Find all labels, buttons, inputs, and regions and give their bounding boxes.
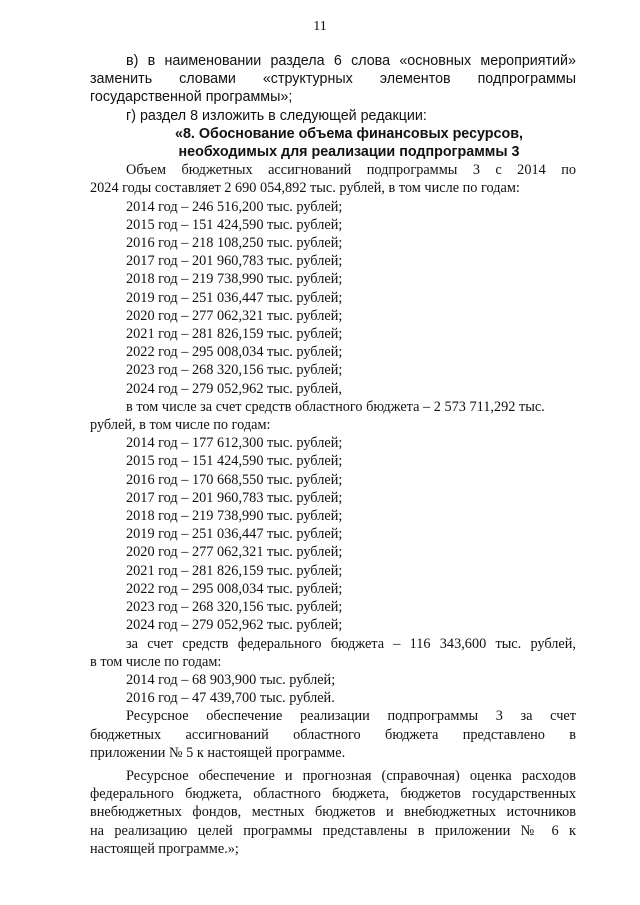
paragraph-line: за счет средств федерального бюджета – 116 343,600 тыс. рублей, xyxy=(126,635,576,652)
total-funding-paragraph xyxy=(90,161,576,197)
paragraph-line: в том числе за счет средств областного бюджета – 2 573 711,292 тыс. xyxy=(126,398,545,415)
year-line: 2020 год – 277 062,321 тыс. рублей; xyxy=(126,307,343,324)
paragraph-line: приложении № 5 к настоящей программе. xyxy=(90,744,346,761)
document-body xyxy=(90,52,576,858)
year-line: 2017 год – 201 960,783 тыс. рублей; xyxy=(126,253,343,270)
paragraph-line: 2024 годы составляет 2 690 054,892 тыс. рублей, в том числе по годам: xyxy=(90,180,520,197)
year-line: 2016 год – 170 668,550 тыс. рублей; xyxy=(126,471,343,488)
amendment-item-g: г) раздел 8 изложить в следующей редакции: xyxy=(126,107,427,124)
resource-paragraph xyxy=(90,707,576,762)
paragraph-line: Ресурсное обеспечение и прогнозная (справочная) оценка расходов xyxy=(126,767,576,784)
paragraph-line: федерального бюджета, областного бюджета, бюджетов государственных xyxy=(90,786,576,803)
paragraph-line: Объем бюджетных ассигнований подпрограммы 3 с 2014 по xyxy=(126,162,576,179)
page-number: 11 xyxy=(313,19,327,34)
year-line: 2015 год – 151 424,590 тыс. рублей; xyxy=(126,453,343,470)
year-line: 2022 год – 295 008,034 тыс. рублей; xyxy=(126,344,343,361)
regional-budget-paragraph xyxy=(90,398,576,434)
years-regional-list xyxy=(90,434,576,634)
year-line: 2016 год – 47 439,700 тыс. рублей. xyxy=(126,690,335,707)
year-line: 2019 год – 251 036,447 тыс. рублей; xyxy=(126,289,343,306)
amendment-item-v xyxy=(90,52,576,107)
paragraph-line: внебюджетных фондов, местных бюджетов и внебюджетных источников xyxy=(90,804,576,821)
year-line: 2024 год – 279 052,962 тыс. рублей, xyxy=(126,380,342,397)
paragraph-line: рублей, в том числе по годам: xyxy=(90,417,271,434)
year-line: 2023 год – 268 320,156 тыс. рублей; xyxy=(126,362,343,379)
years-total-list xyxy=(90,198,576,398)
year-line: 2019 год – 251 036,447 тыс. рублей; xyxy=(126,526,343,543)
year-line: 2014 год – 68 903,900 тыс. рублей; xyxy=(126,671,336,688)
paragraph-line: настоящей программе.»; xyxy=(90,840,239,857)
forecast-paragraph xyxy=(90,767,576,858)
paragraph-line: заменить словами «структурных элементов подпрограммы xyxy=(90,71,576,88)
year-line: 2022 год – 295 008,034 тыс. рублей; xyxy=(126,580,343,597)
year-line: 2021 год – 281 826,159 тыс. рублей; xyxy=(126,326,343,343)
year-line: 2014 год – 177 612,300 тыс. рублей; xyxy=(126,435,343,452)
year-line: 2015 год – 151 424,590 тыс. рублей; xyxy=(126,216,343,233)
year-line: 2021 год – 281 826,159 тыс. рублей; xyxy=(126,562,343,579)
paragraph-line: бюджетных ассигнований областного бюджета представлено в xyxy=(90,726,576,743)
paragraph-line: в том числе по годам: xyxy=(90,653,222,670)
year-line: 2024 год – 279 052,962 тыс. рублей; xyxy=(126,617,343,634)
paragraph-line: на реализацию целей программы представлены в приложении № 6 к xyxy=(90,822,576,839)
paragraph-line: Ресурсное обеспечение реализации подпрограммы 3 за счет xyxy=(126,708,576,725)
year-line: 2018 год – 219 738,990 тыс. рублей; xyxy=(126,271,343,288)
paragraph-line: государственной программы»; xyxy=(90,89,293,106)
years-federal-list xyxy=(90,671,576,707)
year-line: 2017 год – 201 960,783 тыс. рублей; xyxy=(126,489,343,506)
section-heading: «8. Обоснование объема финансовых ресурсов, необходимых для реализации подпрограммы 3 xyxy=(175,125,523,161)
paragraph-line: в) в наименовании раздела 6 слова «основных мероприятий» xyxy=(126,53,576,69)
year-line: 2018 год – 219 738,990 тыс. рублей; xyxy=(126,508,343,525)
year-line: 2016 год – 218 108,250 тыс. рублей; xyxy=(126,235,343,252)
year-line: 2023 год – 268 320,156 тыс. рублей; xyxy=(126,599,343,616)
year-line: 2014 год – 246 516,200 тыс. рублей; xyxy=(126,198,343,215)
federal-budget-paragraph xyxy=(90,635,576,671)
year-line: 2020 год – 277 062,321 тыс. рублей; xyxy=(126,544,343,561)
